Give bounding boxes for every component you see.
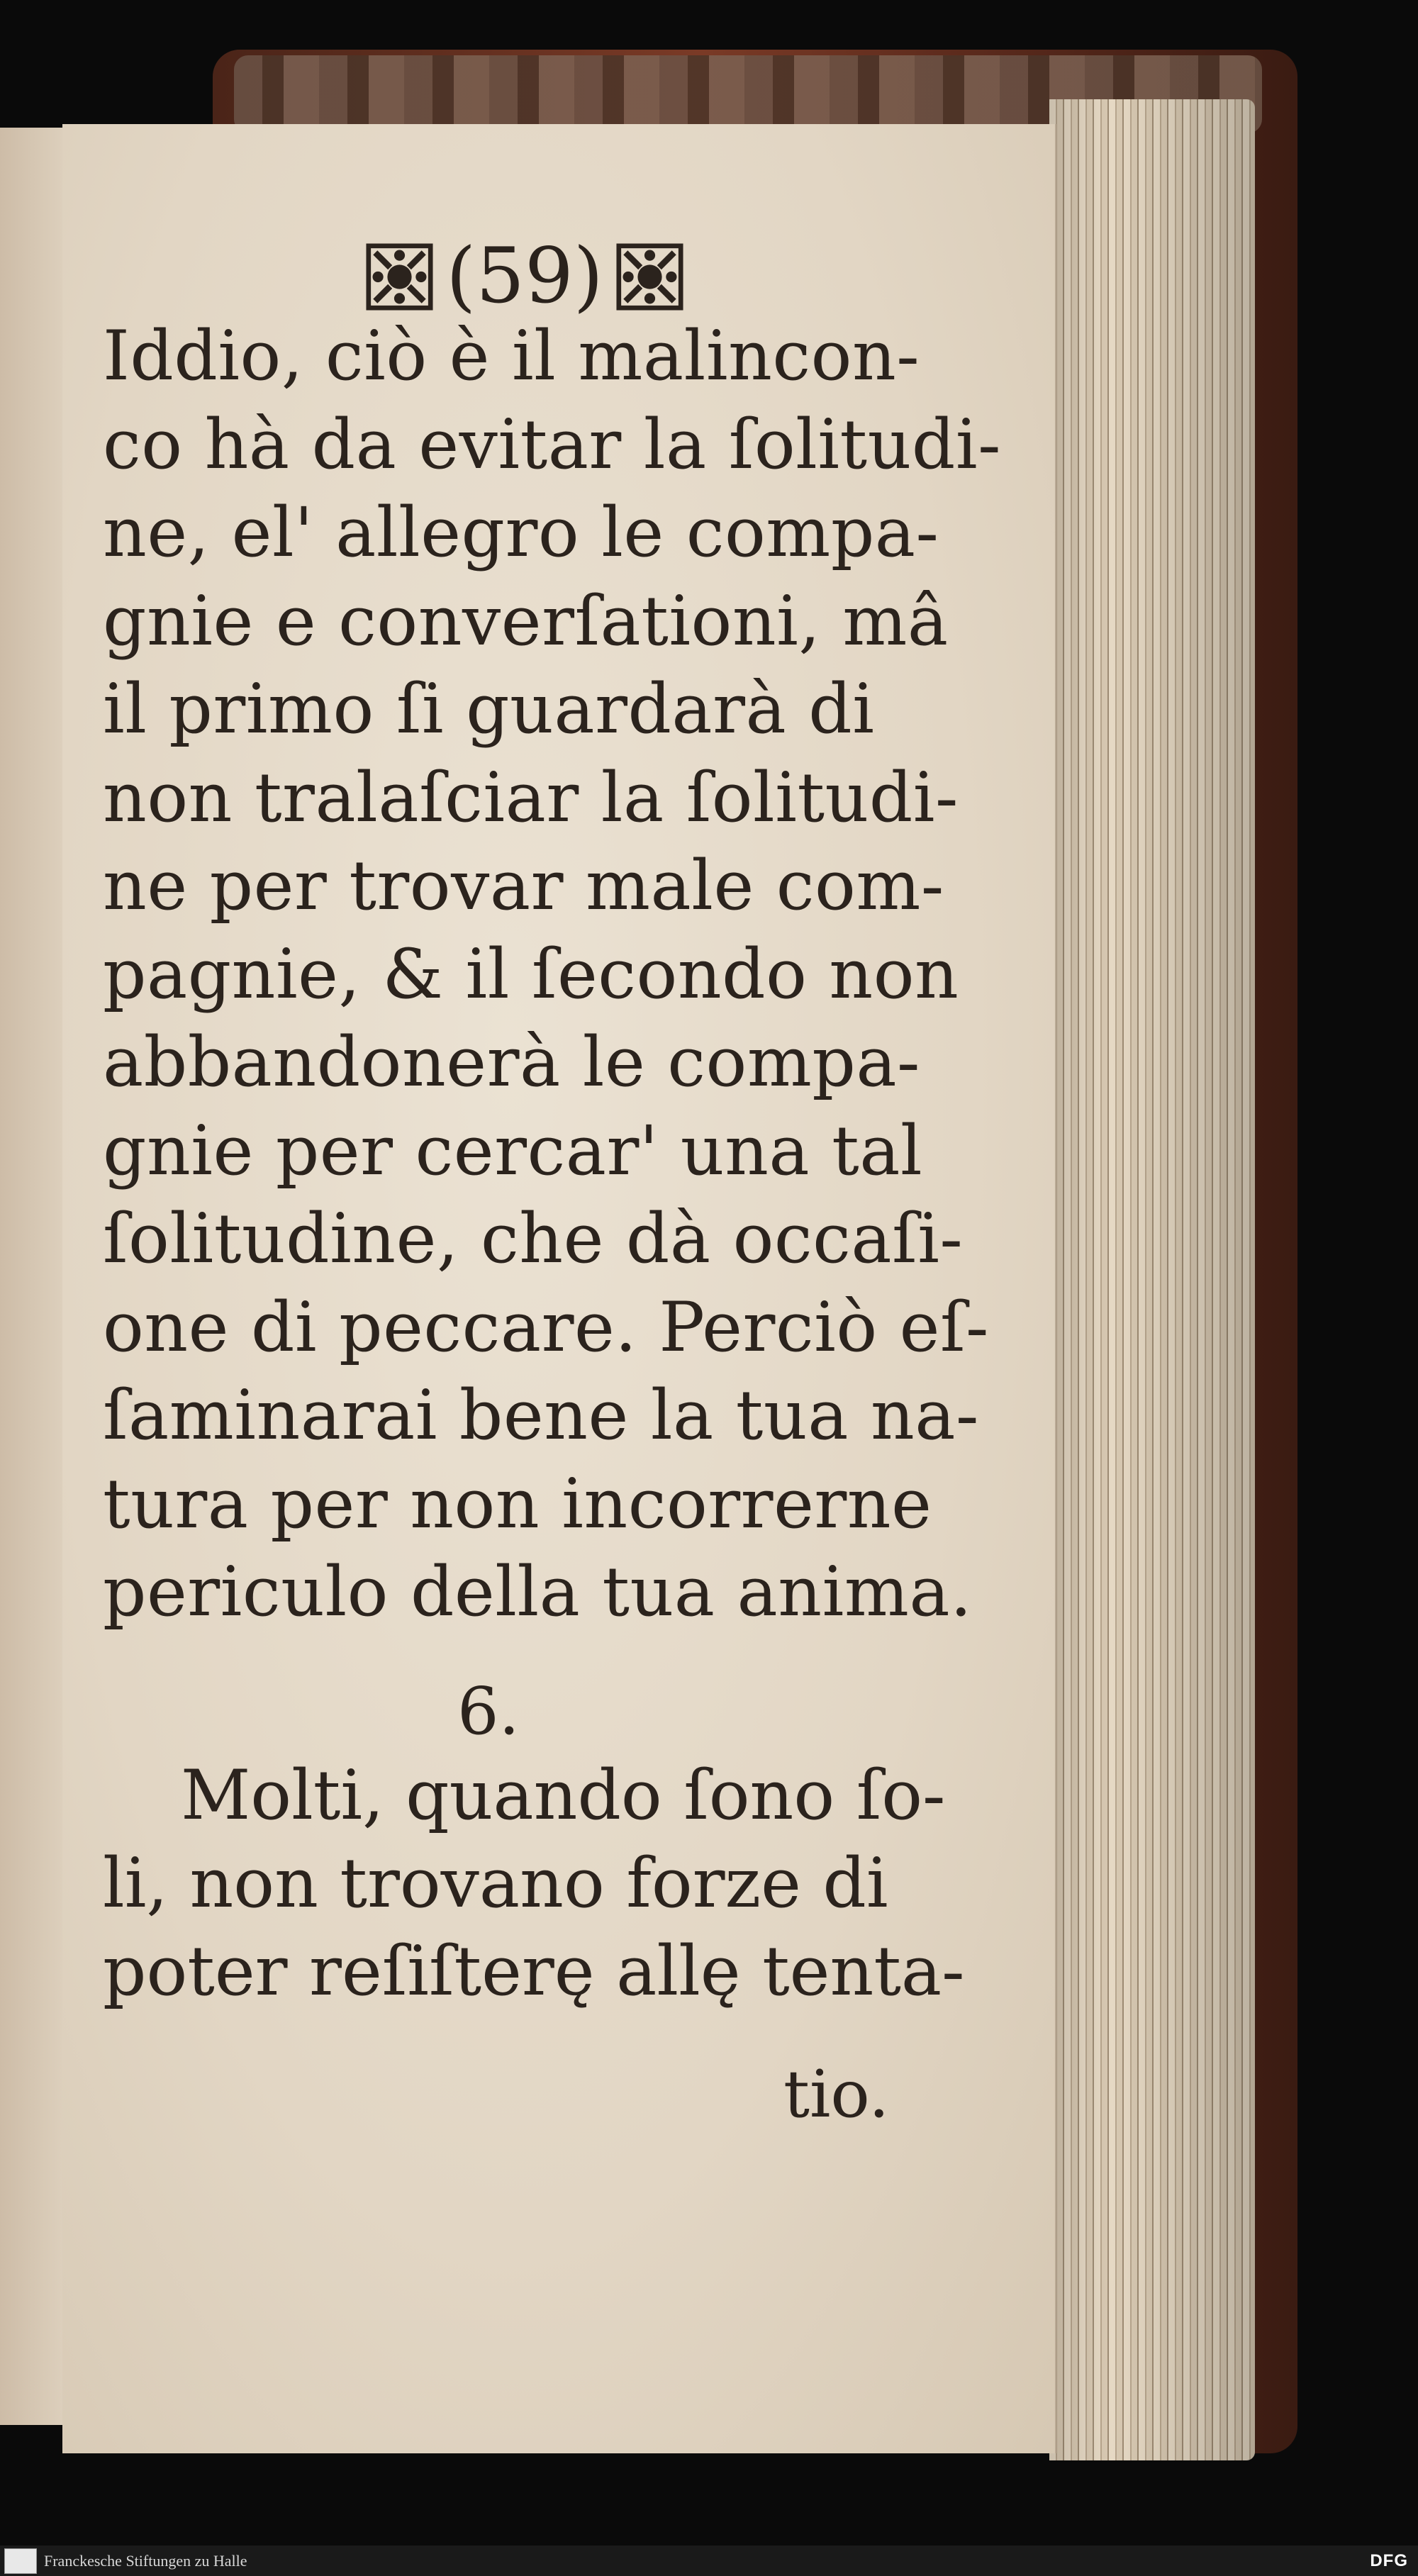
floral-ornament-icon <box>616 243 683 311</box>
text-line: il primo ſi guardarà di <box>103 669 875 749</box>
page-number: (59) <box>446 232 603 320</box>
text-line: ſolitudine, che dà occaſi- <box>103 1199 964 1278</box>
institution-emblem-icon <box>4 2548 37 2574</box>
text-line: ne per trovar male com- <box>103 846 944 925</box>
page-header <box>354 234 695 319</box>
institution-name: Franckesche Stiftungen zu Halle <box>44 2551 247 2570</box>
text-line: poter reſiſterę allę tenta- <box>103 1931 965 2011</box>
text-line: gnie per cercar' una tal <box>103 1110 923 1191</box>
text-line: periculo della tua anima. <box>103 1552 973 1632</box>
text-line: Iddio, ciò è il malincon- <box>103 316 920 396</box>
text-line: ne, el' allegro le compa- <box>103 493 939 572</box>
institution-logo <box>0 2548 247 2574</box>
text-line: one di peccare. Perciò eſ- <box>103 1287 989 1367</box>
text-line: co hà da evitar la ſolitudi- <box>103 404 1002 484</box>
text-line: non tralaſciar la ſolitudi- <box>103 757 959 837</box>
text-line: Molti, quando ſono ſo- <box>181 1756 946 1835</box>
text-line: gnie e converſationi, mâ <box>103 581 949 661</box>
body-text <box>103 312 1002 1637</box>
text-line: pagnie, & il ſecondo non <box>103 934 959 1014</box>
catchword: tio. <box>783 2056 890 2132</box>
footer-bar <box>0 2546 1418 2576</box>
facing-page-edge <box>0 128 67 2425</box>
page-edges-shade <box>1049 99 1255 2460</box>
floral-ornament-icon <box>366 243 433 311</box>
text-line: tura per non incorrerne <box>103 1463 932 1544</box>
section-number: 6. <box>457 1673 520 1749</box>
text-line: ſaminarai bene la tua na- <box>103 1376 979 1455</box>
dfg-logo: DFG <box>1370 2550 1408 2570</box>
text-line: li, non trovano forze di <box>103 1844 888 1923</box>
section-text <box>103 1751 965 2015</box>
text-line: abbandonerà le compa- <box>103 1022 920 1102</box>
